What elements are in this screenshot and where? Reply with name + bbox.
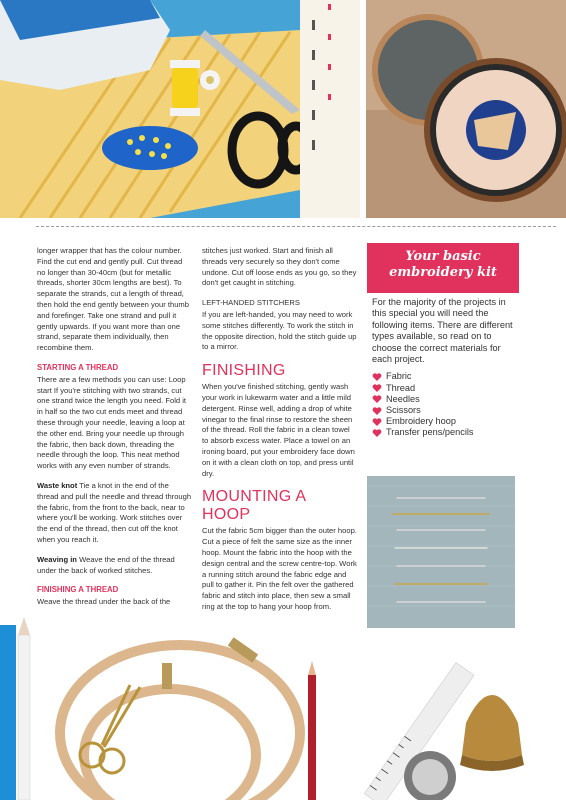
left-handed-paragraph: If you are left-handed, you may need to work some stitches differently. To work the stitch in the opposite direction, hold the stitch guide up to a mirror. [202, 309, 357, 352]
finishing-heading: FINISHING [202, 362, 286, 380]
heart-icon [372, 383, 382, 393]
heart-icon [372, 417, 382, 427]
kit-title-line-2: embroidery kit [389, 265, 497, 280]
thread-intro-paragraph: longer wrapper that has the colour number. Find the cut end and gently pull. Cut thread no longer than 30-40cm (but for metallic threads, shorter 30cm lengths are best). To separate the strands, cut a length of thread, then hold the end gently between your thumb and forefinger. Take one strand and pull it gently upwards. If you want more than one strand, separate them individually, then recombine them. [37, 246, 189, 353]
left-handed-heading: LEFT-HANDED STITCHERS [202, 298, 300, 308]
mounting-hoop-heading: MOUNTING A HOOP [202, 488, 306, 524]
kit-item-label: Transfer pens/pencils [386, 427, 474, 438]
heart-icon [372, 372, 382, 382]
kit-title-banner [367, 243, 519, 293]
text-column-2 [202, 246, 358, 622]
kit-item-label: Embroidery hoop [386, 416, 456, 427]
weaving-paragraph [37, 555, 192, 577]
watermark: PassionForum.ru [491, 784, 560, 794]
weaving-lead: Weaving in [37, 554, 77, 564]
sewing-tools-photo [0, 0, 360, 218]
weaving-text: Weave the end of the thread under the back of worked stitches. [37, 554, 175, 575]
finishing-thread-heading: FINISHING A THREAD [37, 585, 119, 595]
kit-item-label: Scissors [386, 404, 421, 415]
waste-knot-text: Tie a knot in the end of the thread and pull the needle and thread through the fabric, from the front to the back, near to where you'll be working. Work stitches over the end of the thread, then cut off the knot when you reach it. [37, 480, 192, 544]
kit-list [372, 371, 520, 438]
kit-item-label: Needles [386, 393, 420, 404]
kit-item [372, 405, 520, 416]
starting-thread-paragraph: There are a few methods you can use: Loop start If you're stitching with two strands, cut one strand twice the length you need. Fold it in half so the two cut ends meet and thread these through your needle, leaving a loop at the other end. Bring your needle up through the fabric, then back down, threading the needle through the loop. This neat method works with any even number of strands. [37, 374, 187, 471]
text-column-1 [37, 246, 192, 617]
embroidery-tools-photo [0, 605, 566, 800]
heart-icon [372, 406, 382, 416]
kit-box [372, 297, 520, 439]
kit-item [372, 383, 520, 394]
heart-icon [372, 394, 382, 404]
waste-knot-lead: Waste knot [37, 480, 78, 490]
kit-item-label: Thread [386, 382, 416, 393]
kit-item [372, 394, 520, 405]
kit-item [372, 371, 520, 382]
kit-intro: For the majority of the projects in this special you will need the following items. There are different types available, so read on to choose the correct materials for each project. [372, 297, 513, 365]
waste-knot-paragraph [37, 481, 192, 546]
kit-title-line-1: Your basic [405, 249, 481, 264]
starting-thread-heading: STARTING A THREAD [37, 362, 119, 372]
embroidery-hoops-photo [366, 0, 566, 218]
mounting-hoop-paragraph: Cut the fabric 5cm bigger than the outer hoop. Cut a piece of felt the same size as the inner hoop. Mount the fabric into the hoop with the design central and the screw centre-top. Work a running stitch around the fabric edge and pull to gather it. Pin the felt over the gathered fabric and stitch into place, then sew a small ring at the top to hang your hoop from. [202, 526, 357, 611]
stitches-intro-paragraph: stitches just worked. Start and finish all threads very securely so they don't come undone. Cut off loose ends as you go, so they don't get caught in stitching. [202, 246, 357, 288]
kit-item [372, 416, 520, 427]
finishing-paragraph: When you've finished stitching, gently wash your work in lukewarm water and a little mild detergent. Rinse well, adding a drop of white vinegar to the final rinse to restore the sheen of the thread. Roll the fabric in a clean towel to absorb excess water. Place a towel on an ironing board, put your embroidery face down on it with a clean cloth on top, and press until dry. [202, 382, 355, 478]
heart-icon [372, 428, 382, 438]
section-divider [36, 226, 556, 227]
finishing-thread-paragraph: Weave the thread under the back of the [37, 597, 171, 607]
kit-item-label: Fabric [386, 371, 412, 382]
kit-item [372, 427, 520, 438]
